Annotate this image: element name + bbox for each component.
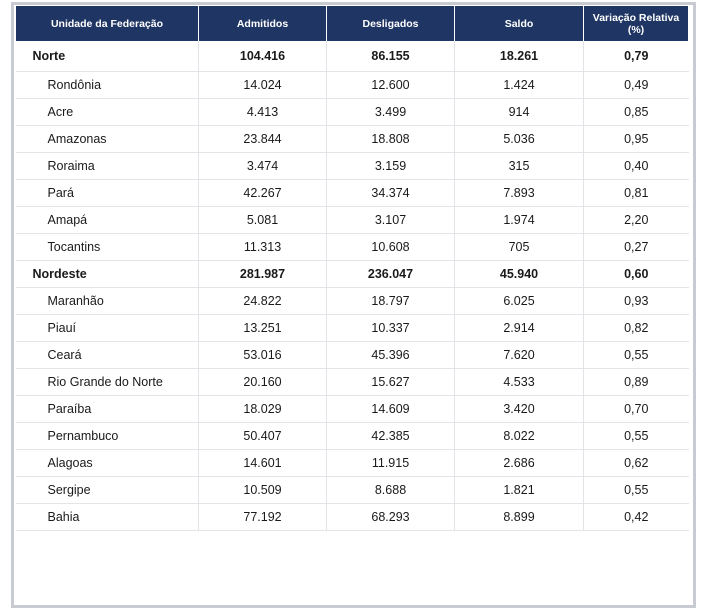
state-row — [16, 153, 689, 180]
cell-uf: Nordeste — [16, 261, 199, 288]
cell-variacao: 0,55 — [584, 342, 689, 369]
state-row — [16, 315, 689, 342]
cell-desligados: 10.608 — [327, 234, 455, 261]
cell-variacao: 0,40 — [584, 153, 689, 180]
state-row — [16, 423, 689, 450]
cell-variacao: 0,62 — [584, 450, 689, 477]
cell-uf: Amazonas — [16, 126, 199, 153]
cell-variacao: 0,49 — [584, 72, 689, 99]
cell-variacao: 0,82 — [584, 315, 689, 342]
cell-uf: Sergipe — [16, 477, 199, 504]
cell-desligados: 3.159 — [327, 153, 455, 180]
cell-variacao: 0,55 — [584, 423, 689, 450]
cell-saldo: 5.036 — [455, 126, 584, 153]
cell-desligados: 34.374 — [327, 180, 455, 207]
cell-saldo: 1.974 — [455, 207, 584, 234]
state-row — [16, 342, 689, 369]
cell-variacao: 0,55 — [584, 477, 689, 504]
cell-saldo: 1.424 — [455, 72, 584, 99]
state-row — [16, 369, 689, 396]
cell-saldo: 3.420 — [455, 396, 584, 423]
cell-saldo: 1.821 — [455, 477, 584, 504]
cell-desligados: 11.915 — [327, 450, 455, 477]
cell-saldo: 7.893 — [455, 180, 584, 207]
cell-uf: Amapá — [16, 207, 199, 234]
cell-admitidos: 42.267 — [199, 180, 327, 207]
cell-uf: Maranhão — [16, 288, 199, 315]
cell-uf: Paraíba — [16, 396, 199, 423]
state-row — [16, 477, 689, 504]
cell-variacao: 0,42 — [584, 504, 689, 531]
cell-desligados: 12.600 — [327, 72, 455, 99]
table-header — [16, 6, 689, 41]
state-row — [16, 234, 689, 261]
state-row — [16, 126, 689, 153]
cell-variacao: 0,89 — [584, 369, 689, 396]
region-row — [16, 261, 689, 288]
cell-saldo: 2.686 — [455, 450, 584, 477]
employment-table — [15, 6, 689, 531]
cell-desligados: 8.688 — [327, 477, 455, 504]
cell-desligados: 3.107 — [327, 207, 455, 234]
cell-admitidos: 4.413 — [199, 99, 327, 126]
cell-desligados: 18.808 — [327, 126, 455, 153]
cell-uf: Alagoas — [16, 450, 199, 477]
region-row — [16, 41, 689, 72]
state-row — [16, 396, 689, 423]
cell-admitidos: 20.160 — [199, 369, 327, 396]
cell-uf: Ceará — [16, 342, 199, 369]
state-row — [16, 180, 689, 207]
cell-saldo: 8.899 — [455, 504, 584, 531]
cell-admitidos: 10.509 — [199, 477, 327, 504]
cell-uf: Piauí — [16, 315, 199, 342]
cell-variacao: 0,95 — [584, 126, 689, 153]
cell-admitidos: 11.313 — [199, 234, 327, 261]
cell-saldo: 7.620 — [455, 342, 584, 369]
cell-saldo: 914 — [455, 99, 584, 126]
state-row — [16, 207, 689, 234]
cell-variacao: 0,70 — [584, 396, 689, 423]
cell-desligados: 236.047 — [327, 261, 455, 288]
cell-desligados: 10.337 — [327, 315, 455, 342]
cell-admitidos: 3.474 — [199, 153, 327, 180]
state-row — [16, 72, 689, 99]
cell-saldo: 45.940 — [455, 261, 584, 288]
cell-admitidos: 14.024 — [199, 72, 327, 99]
cell-variacao: 2,20 — [584, 207, 689, 234]
cell-uf: Pernambuco — [16, 423, 199, 450]
cell-admitidos: 50.407 — [199, 423, 327, 450]
cell-uf: Norte — [16, 41, 199, 72]
cell-variacao: 0,60 — [584, 261, 689, 288]
cell-uf: Rio Grande do Norte — [16, 369, 199, 396]
cell-desligados: 68.293 — [327, 504, 455, 531]
header-admitidos: Admitidos — [199, 6, 327, 41]
cell-admitidos: 5.081 — [199, 207, 327, 234]
state-row — [16, 504, 689, 531]
cell-uf: Acre — [16, 99, 199, 126]
cell-variacao: 0,27 — [584, 234, 689, 261]
cell-saldo: 4.533 — [455, 369, 584, 396]
cell-variacao: 0,85 — [584, 99, 689, 126]
header-variacao: Variação Relativa (%) — [584, 6, 689, 41]
header-desligados: Desligados — [327, 6, 455, 41]
cell-variacao: 0,93 — [584, 288, 689, 315]
cell-saldo: 315 — [455, 153, 584, 180]
cell-saldo: 2.914 — [455, 315, 584, 342]
cell-desligados: 14.609 — [327, 396, 455, 423]
state-row — [16, 288, 689, 315]
header-uf: Unidade da Federação — [16, 6, 199, 41]
cell-uf: Tocantins — [16, 234, 199, 261]
state-row — [16, 450, 689, 477]
cell-saldo: 705 — [455, 234, 584, 261]
cell-desligados: 45.396 — [327, 342, 455, 369]
cell-admitidos: 281.987 — [199, 261, 327, 288]
header-saldo: Saldo — [455, 6, 584, 41]
cell-uf: Bahia — [16, 504, 199, 531]
cell-desligados: 18.797 — [327, 288, 455, 315]
cell-desligados: 42.385 — [327, 423, 455, 450]
cell-variacao: 0,81 — [584, 180, 689, 207]
cell-admitidos: 24.822 — [199, 288, 327, 315]
state-row — [16, 99, 689, 126]
table-body — [16, 41, 689, 531]
cell-admitidos: 77.192 — [199, 504, 327, 531]
cell-variacao: 0,79 — [584, 41, 689, 72]
cell-admitidos: 18.029 — [199, 396, 327, 423]
cell-saldo: 6.025 — [455, 288, 584, 315]
cell-saldo: 18.261 — [455, 41, 584, 72]
cell-uf: Rondônia — [16, 72, 199, 99]
cell-uf: Pará — [16, 180, 199, 207]
cell-admitidos: 104.416 — [199, 41, 327, 72]
cell-saldo: 8.022 — [455, 423, 584, 450]
cell-admitidos: 14.601 — [199, 450, 327, 477]
cell-desligados: 86.155 — [327, 41, 455, 72]
cell-admitidos: 53.016 — [199, 342, 327, 369]
cell-desligados: 15.627 — [327, 369, 455, 396]
cell-desligados: 3.499 — [327, 99, 455, 126]
cell-admitidos: 23.844 — [199, 126, 327, 153]
cell-uf: Roraima — [16, 153, 199, 180]
cell-admitidos: 13.251 — [199, 315, 327, 342]
